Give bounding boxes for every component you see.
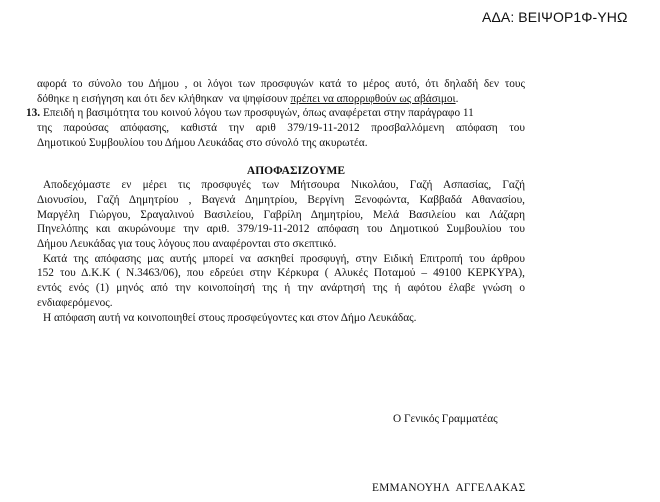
document-body [26, 77, 525, 325]
para13-line-3: Δημοτικού Συμβουλίου του Δήμου Λευκάδας στο σύνολό της ακυρωτέα. [37, 136, 368, 149]
decision-p1-line-3: Μαργέλη Γιώργου, Σραγαλινού Βασιλείου, Γαβρίλη Δημητρίου, Μελά Βασιλείου και Λάζαρη [37, 208, 525, 221]
decision-p1-line-2: Διονυσίου, Γαζή Δημητρίου , Βαγενά Δημητρίου, Βεργίνη Ξενοφώντα, Καββαδά Αθανασίου, [37, 193, 525, 206]
ada-code: ΑΔΑ: ΒΕΙΨΟΡ1Φ-ΥΗΩ [482, 9, 628, 25]
decision-p3: Η απόφαση αυτή να κοινοποιηθεί στους προσφεύγοντες και στον Δήμο Λευκάδας. [43, 311, 417, 324]
decision-p2-line-3: εντός ενός (1) μηνός από την κοινοποίησή της ή την ανάρτησή της ή αφότου έλαβε γνώση ο [37, 282, 525, 295]
signatory-name: ΕΜΜΑΝΟΥΗΛ ΑΓΓΕΛΑΚΑΣ [372, 482, 526, 494]
underlined-phrase: πρέπει να απορριφθούν ως αβάσιμοι [290, 92, 456, 105]
para13-line-1 [26, 106, 525, 121]
para12-line-2-text: δόθηκε η εισήγηση και ότι δεν κλήθηκαν να ψηφίσουν [37, 92, 291, 105]
decision-p1-line-1: Αποδεχόμαστε εν μέρει τις προσφυγές των Μήτσουρα Νικολάου, Γαζή Ασπασίας, Γαζή [43, 179, 525, 192]
decision-p2-line-2: 152 του Δ.Κ.Κ ( Ν.3463/06), που εδρεύει στην Κέρκυρα ( Αλυκές Ποταμού – 49100 ΚΕΡΚΥΡΑ), [37, 267, 525, 280]
decision-heading: ΑΠΟΦΑΣΙΖΟΥΜΕ [246, 164, 346, 177]
para12-end: . [455, 92, 459, 105]
para12-line-2 [37, 92, 525, 107]
decision-p1-line-4: Πηνελόπης και ακυρώνουμε την αριθ. 379/19-11-2012 απόφαση του Δημοτικού Συμβουλίου του [37, 223, 525, 236]
decision-p2-line-1: Κατά της απόφασης μας αυτής μπορεί να ασκηθεί προσφυγή, στην Ειδική Επιτροπή του άρθρου [43, 252, 525, 265]
item-number-13: 13. [26, 107, 41, 120]
signatory-title: Ο Γενικός Γραμματέας [393, 413, 498, 425]
decision-p1-line-5: Δήμου Λευκάδας για τους λόγους που αναφέρονται στο σκεπτικό. [37, 238, 337, 251]
para13-line-1-text: Επειδή η βασιμότητα του κοινού λόγου των προσφυγών, όπως αναφέρεται στην παράγραφο 11 [40, 107, 474, 120]
para12-line-1: αφορά το σύνολο του Δήμου , οι λόγοι των προσφυγών κατά το μέρος αυτό, ότι δηλαδή δεν τους [37, 78, 525, 90]
para13-line-2: της παρούσας απόφασης, καθιστά την αριθ 379/19-11-2012 προσβαλλόμενη απόφαση του [37, 122, 525, 135]
decision-p2-line-4: ενδιαφερόμενος. [37, 296, 113, 309]
